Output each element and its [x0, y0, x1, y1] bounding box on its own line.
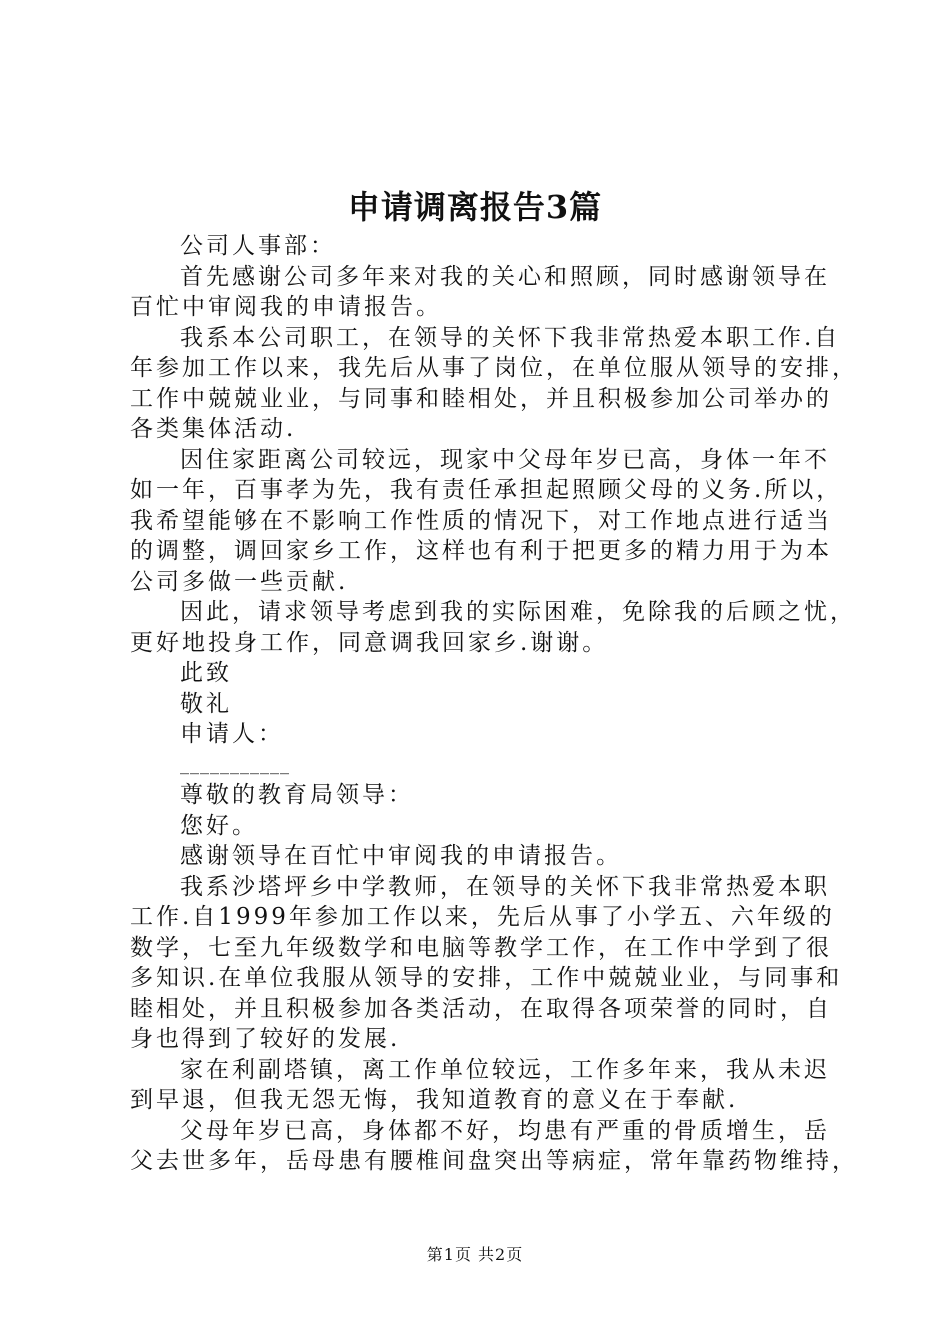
letter1-p2-line: 工作中兢兢业业，与同事和睦相处，并且积极参加公司举办的 — [130, 385, 832, 412]
letter1-salutation: 公司人事部： — [180, 233, 336, 259]
document-title: 申请调离报告3篇 — [347, 188, 603, 226]
signature-line: ___________ — [180, 753, 290, 775]
letter1-p3-line: 的调整，调回家乡工作，这样也有利于把更多的精力用于为本 — [130, 538, 832, 564]
letter1-p4-line: 更好地投身工作，同意调我回家乡.谢谢。 — [130, 629, 609, 656]
letter1-p3-line: 我希望能够在不影响工作性质的情况下，对工作地点进行适当 — [130, 507, 832, 534]
letter1-p2-line: 年参加工作以来，我先后从事了岗位，在单位服从领导的安排， — [130, 355, 858, 381]
letter2-p1-line: 身也得到了较好的发展. — [130, 1026, 401, 1052]
letter2-p3-line: 父去世多年，岳母患有腰椎间盘突出等病症，常年靠药物维持， — [130, 1148, 858, 1174]
letter2-p1-line: 睦相处，并且积极参加各类活动，在取得各项荣誉的同时，自 — [130, 995, 832, 1022]
letter1-p1-line: 百忙中审阅我的申请报告。 — [130, 294, 442, 320]
letter2-p3-line: 父母年岁已高，身体都不好，均患有严重的骨质增生，岳 — [180, 1117, 830, 1144]
letter2-thanks: 感谢领导在百忙中审阅我的申请报告。 — [180, 843, 622, 869]
letter1-p2-line: 各类集体活动. — [130, 416, 297, 442]
letter1-p3-line: 如一年，百事孝为先，我有责任承担起照顾父母的义务.所以， — [130, 477, 843, 503]
letter2-p1-line: 多知识.在单位我服从领导的安排，工作中兢兢业业，与同事和 — [130, 965, 843, 991]
letter1-p3-line: 公司多做一些贡献. — [130, 568, 349, 595]
letter1-p3-line: 因住家距离公司较远，现家中父母年岁已高，身体一年不 — [180, 446, 830, 473]
document-body — [130, 231, 858, 1177]
letter1-p4-line: 因此，请求领导考虑到我的实际困难，免除我的后顾之忧， — [180, 599, 856, 625]
letter2-p1-line: 数学，七至九年级数学和电脑等教学工作，在工作中学到了很 — [130, 934, 832, 961]
letter2-p2-line: 到早退，但我无怨无悔，我知道教育的意义在于奉献. — [130, 1087, 739, 1113]
letter1-p2-line: 我系本公司职工，在领导的关怀下我非常热爱本职工作.自 — [180, 324, 841, 351]
letter1-closing-2: 敬礼 — [180, 690, 232, 717]
letter1-closing-1: 此致 — [180, 660, 232, 686]
letter2-p1-line: 我系沙塔坪乡中学教师，在领导的关怀下我非常热爱本职 — [180, 873, 830, 900]
letter2-salutation: 尊敬的教育局领导： — [180, 782, 414, 808]
letter2-p2-line: 家在利副塔镇，离工作单位较远，工作多年来，我从未迟 — [180, 1056, 830, 1083]
page-footer: 第1页 共2页 — [426, 1245, 524, 1264]
letter2-greeting: 您好。 — [180, 812, 258, 839]
letter1-applicant: 申请人： — [180, 721, 284, 747]
letter2-p1-line: 工作.自1999年参加工作以来，先后从事了小学五、六年级的 — [130, 904, 835, 930]
letter1-p1-line: 首先感谢公司多年来对我的关心和照顾，同时感谢领导在 — [180, 263, 830, 290]
